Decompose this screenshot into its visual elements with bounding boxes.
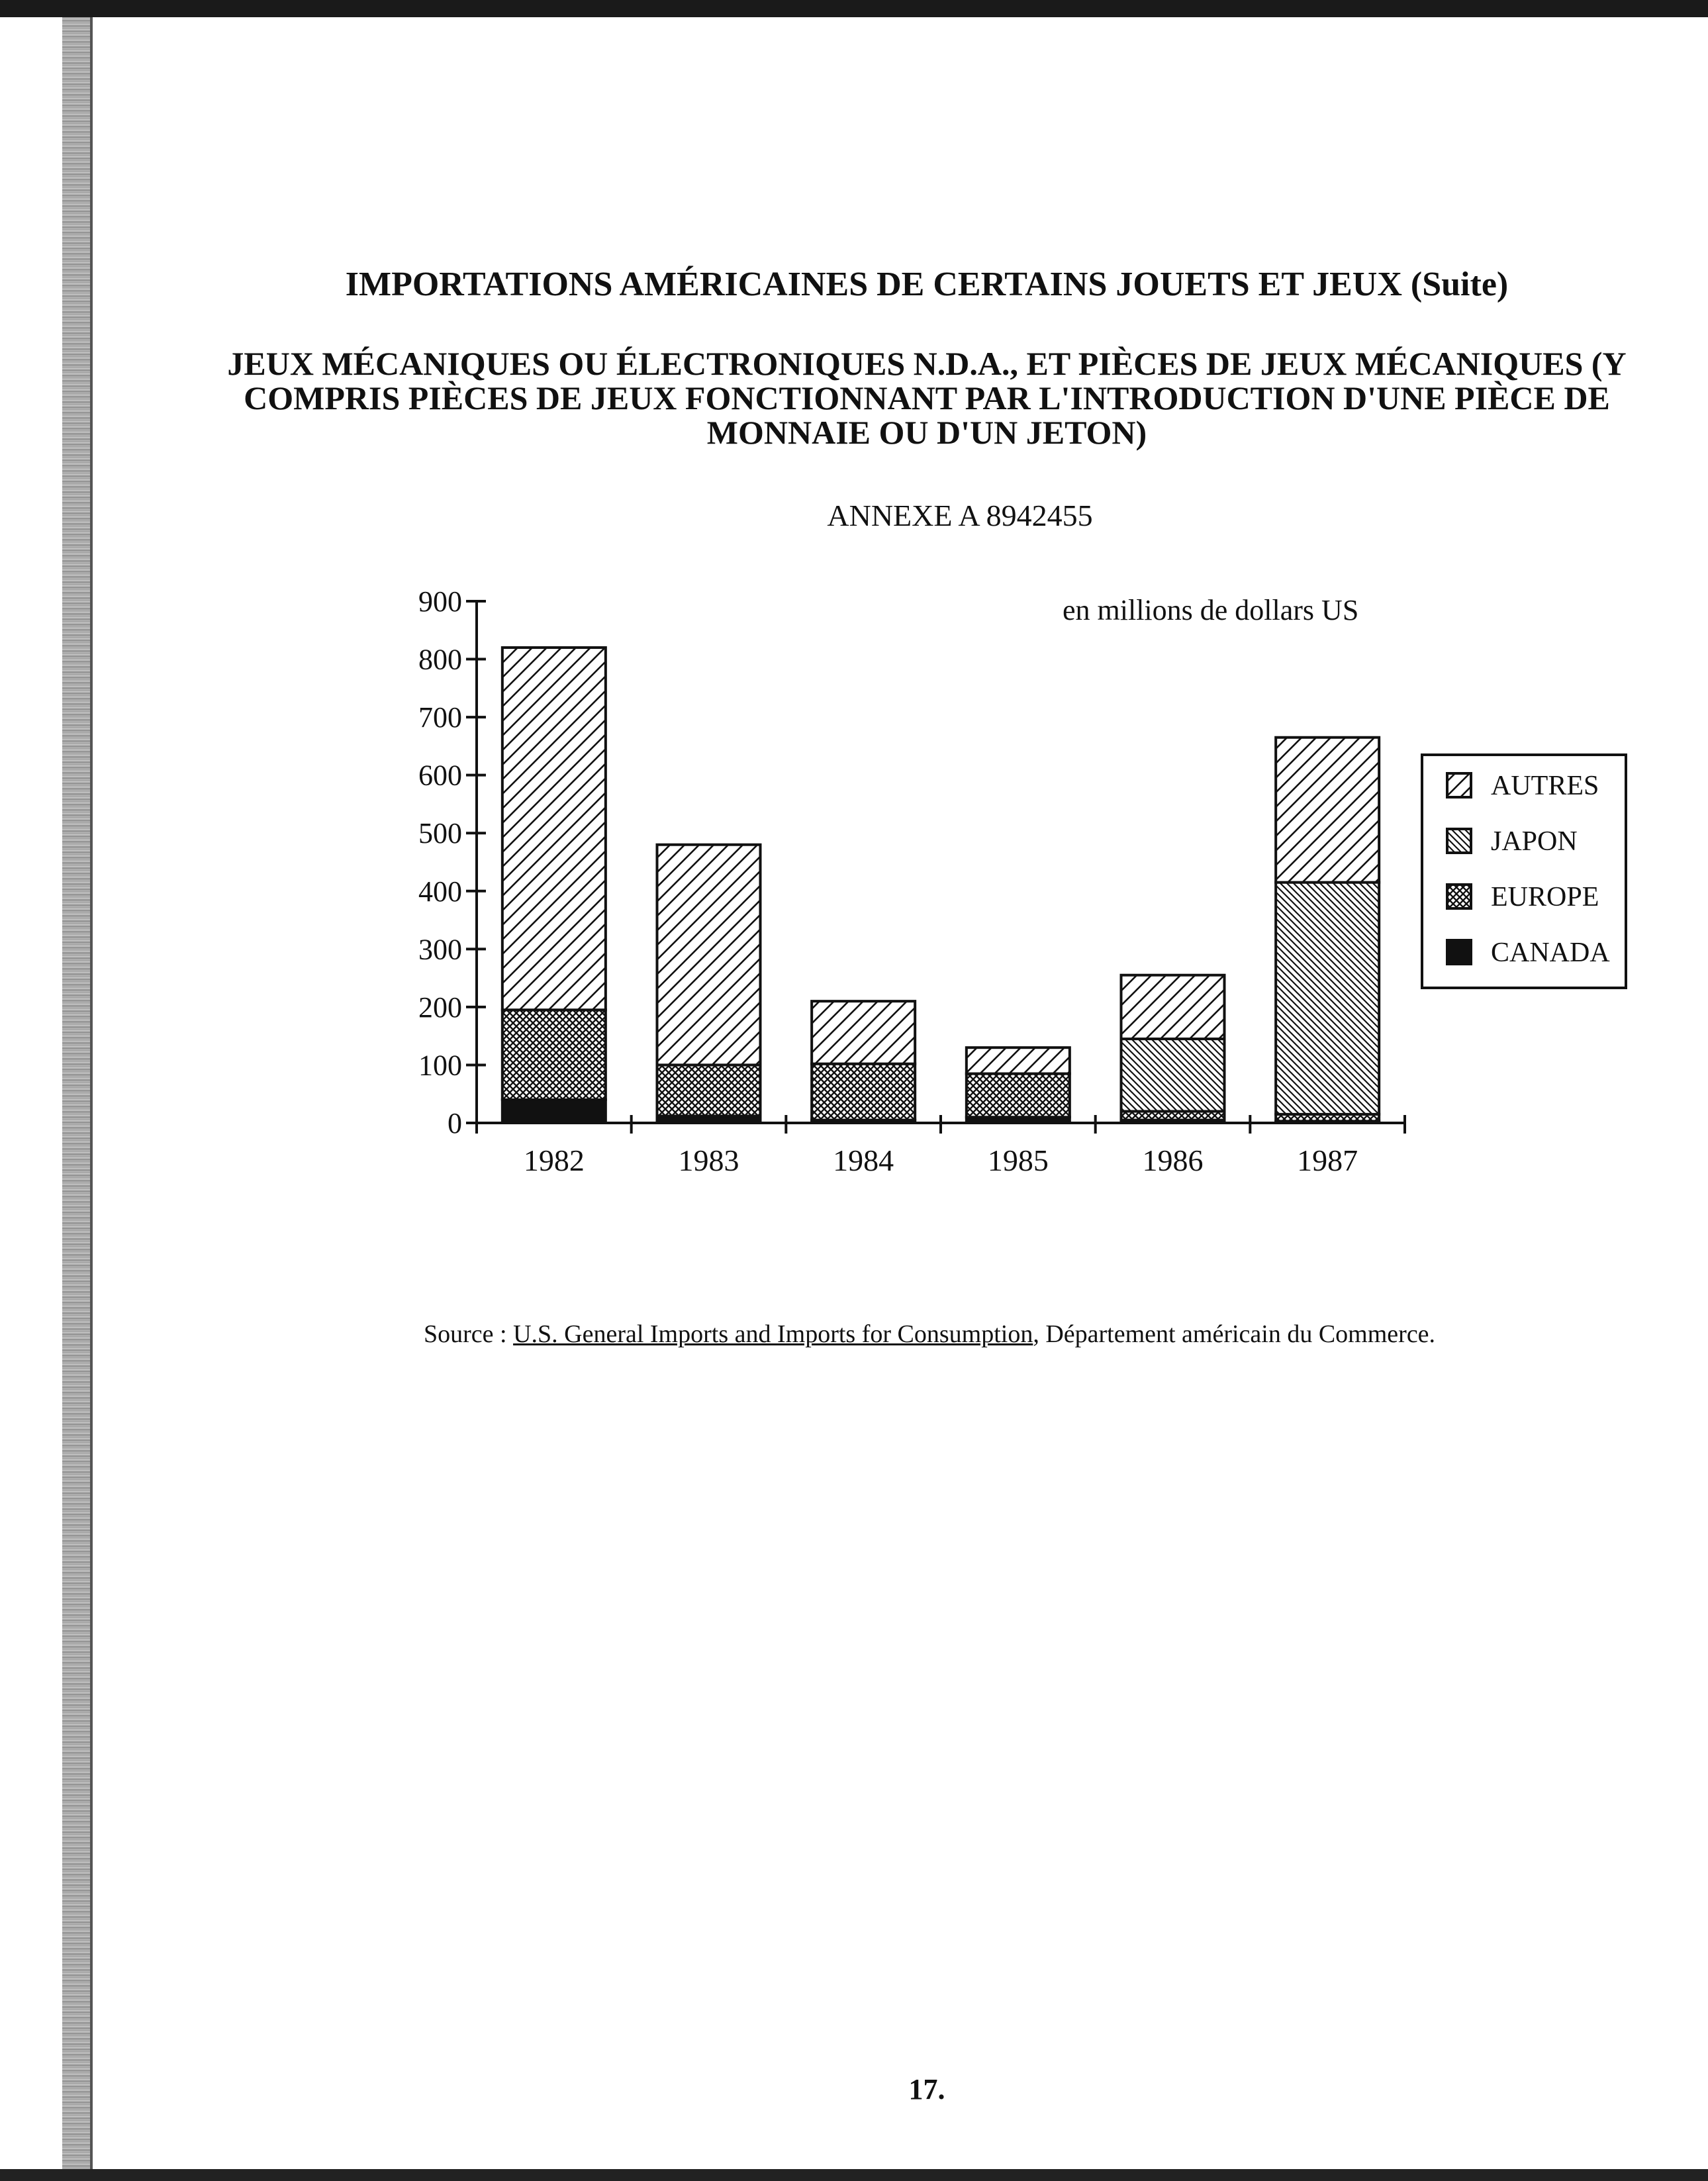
x-tick-label: 1986 — [1142, 1143, 1204, 1177]
bar-segment-japon — [1276, 883, 1379, 1114]
x-tick-label: 1983 — [678, 1143, 739, 1177]
y-tick-label: 600 — [418, 759, 462, 792]
bar-segment-autres — [967, 1047, 1070, 1073]
y-tick-label: 100 — [418, 1049, 462, 1082]
y-tick-label: 900 — [418, 585, 462, 618]
bar-segment-japon — [1121, 1039, 1225, 1111]
source-prefix: Source : — [424, 1320, 514, 1348]
page-number: 17. — [908, 2073, 945, 2106]
y-tick-label: 200 — [418, 991, 462, 1024]
x-tick-label: 1985 — [987, 1143, 1049, 1177]
legend-swatch-autres — [1447, 773, 1471, 797]
legend — [1422, 755, 1626, 988]
x-tick-label: 1987 — [1297, 1143, 1358, 1177]
bars — [502, 648, 1379, 1123]
chart-unit-label: en millions de dollars US — [1063, 594, 1359, 626]
y-tick-label: 300 — [418, 933, 462, 966]
legend-swatch-japon — [1447, 829, 1471, 853]
legend-label-canada: CANADA — [1491, 938, 1610, 968]
y-tick-label: 500 — [418, 817, 462, 850]
bar-segment-europe — [967, 1074, 1070, 1118]
x-tick-label: 1982 — [523, 1143, 585, 1177]
x-tick-label: 1984 — [833, 1143, 894, 1177]
document-title: IMPORTATIONS AMÉRICAINES DE CERTAINS JOUETS ET JEUX (Suite) — [345, 266, 1509, 303]
document-subtitle-line-2: COMPRIS PIÈCES DE JEUX FONCTIONNANT PAR L'INTRODUCTION D'UNE PIÈCE DE — [244, 379, 1610, 416]
source-suffix: , Département américain du Commerce. — [1033, 1320, 1436, 1348]
y-tick-label: 400 — [418, 875, 462, 908]
bar-segment-autres — [657, 845, 761, 1065]
y-tick-label: 0 — [448, 1107, 462, 1139]
bar-segment-autres — [1121, 975, 1225, 1039]
legend-label-europe: EUROPE — [1491, 882, 1599, 912]
annex-label: ANNEXE A 8942455 — [827, 499, 1093, 532]
legend-swatch-europe — [1447, 885, 1471, 908]
bar-segment-europe — [502, 1010, 606, 1100]
document-subtitle-line-3: MONNAIE OU D'UN JETON) — [706, 414, 1147, 451]
bar-segment-autres — [812, 1001, 915, 1064]
bar-segment-europe — [812, 1064, 915, 1120]
bar-segment-autres — [1276, 738, 1379, 883]
bar-segment-canada — [502, 1100, 606, 1123]
legend-swatch-canada — [1447, 940, 1471, 964]
bar-segment-autres — [502, 648, 606, 1010]
legend-label-autres: AUTRES — [1491, 771, 1599, 801]
bar-segment-europe — [657, 1065, 761, 1116]
legend-label-japon: JAPON — [1491, 826, 1578, 857]
y-tick-label: 700 — [418, 701, 462, 734]
source-publication-title: U.S. General Imports and Imports for Consumption — [513, 1320, 1033, 1348]
source-note — [424, 1320, 1435, 1349]
document-subtitle-line-1: JEUX MÉCANIQUES OU ÉLECTRONIQUES N.D.A., ET PIÈCES DE JEUX MÉCANIQUES (Y — [227, 345, 1627, 382]
x-axis-labels — [524, 1143, 1358, 1177]
y-tick-label: 800 — [418, 643, 462, 676]
